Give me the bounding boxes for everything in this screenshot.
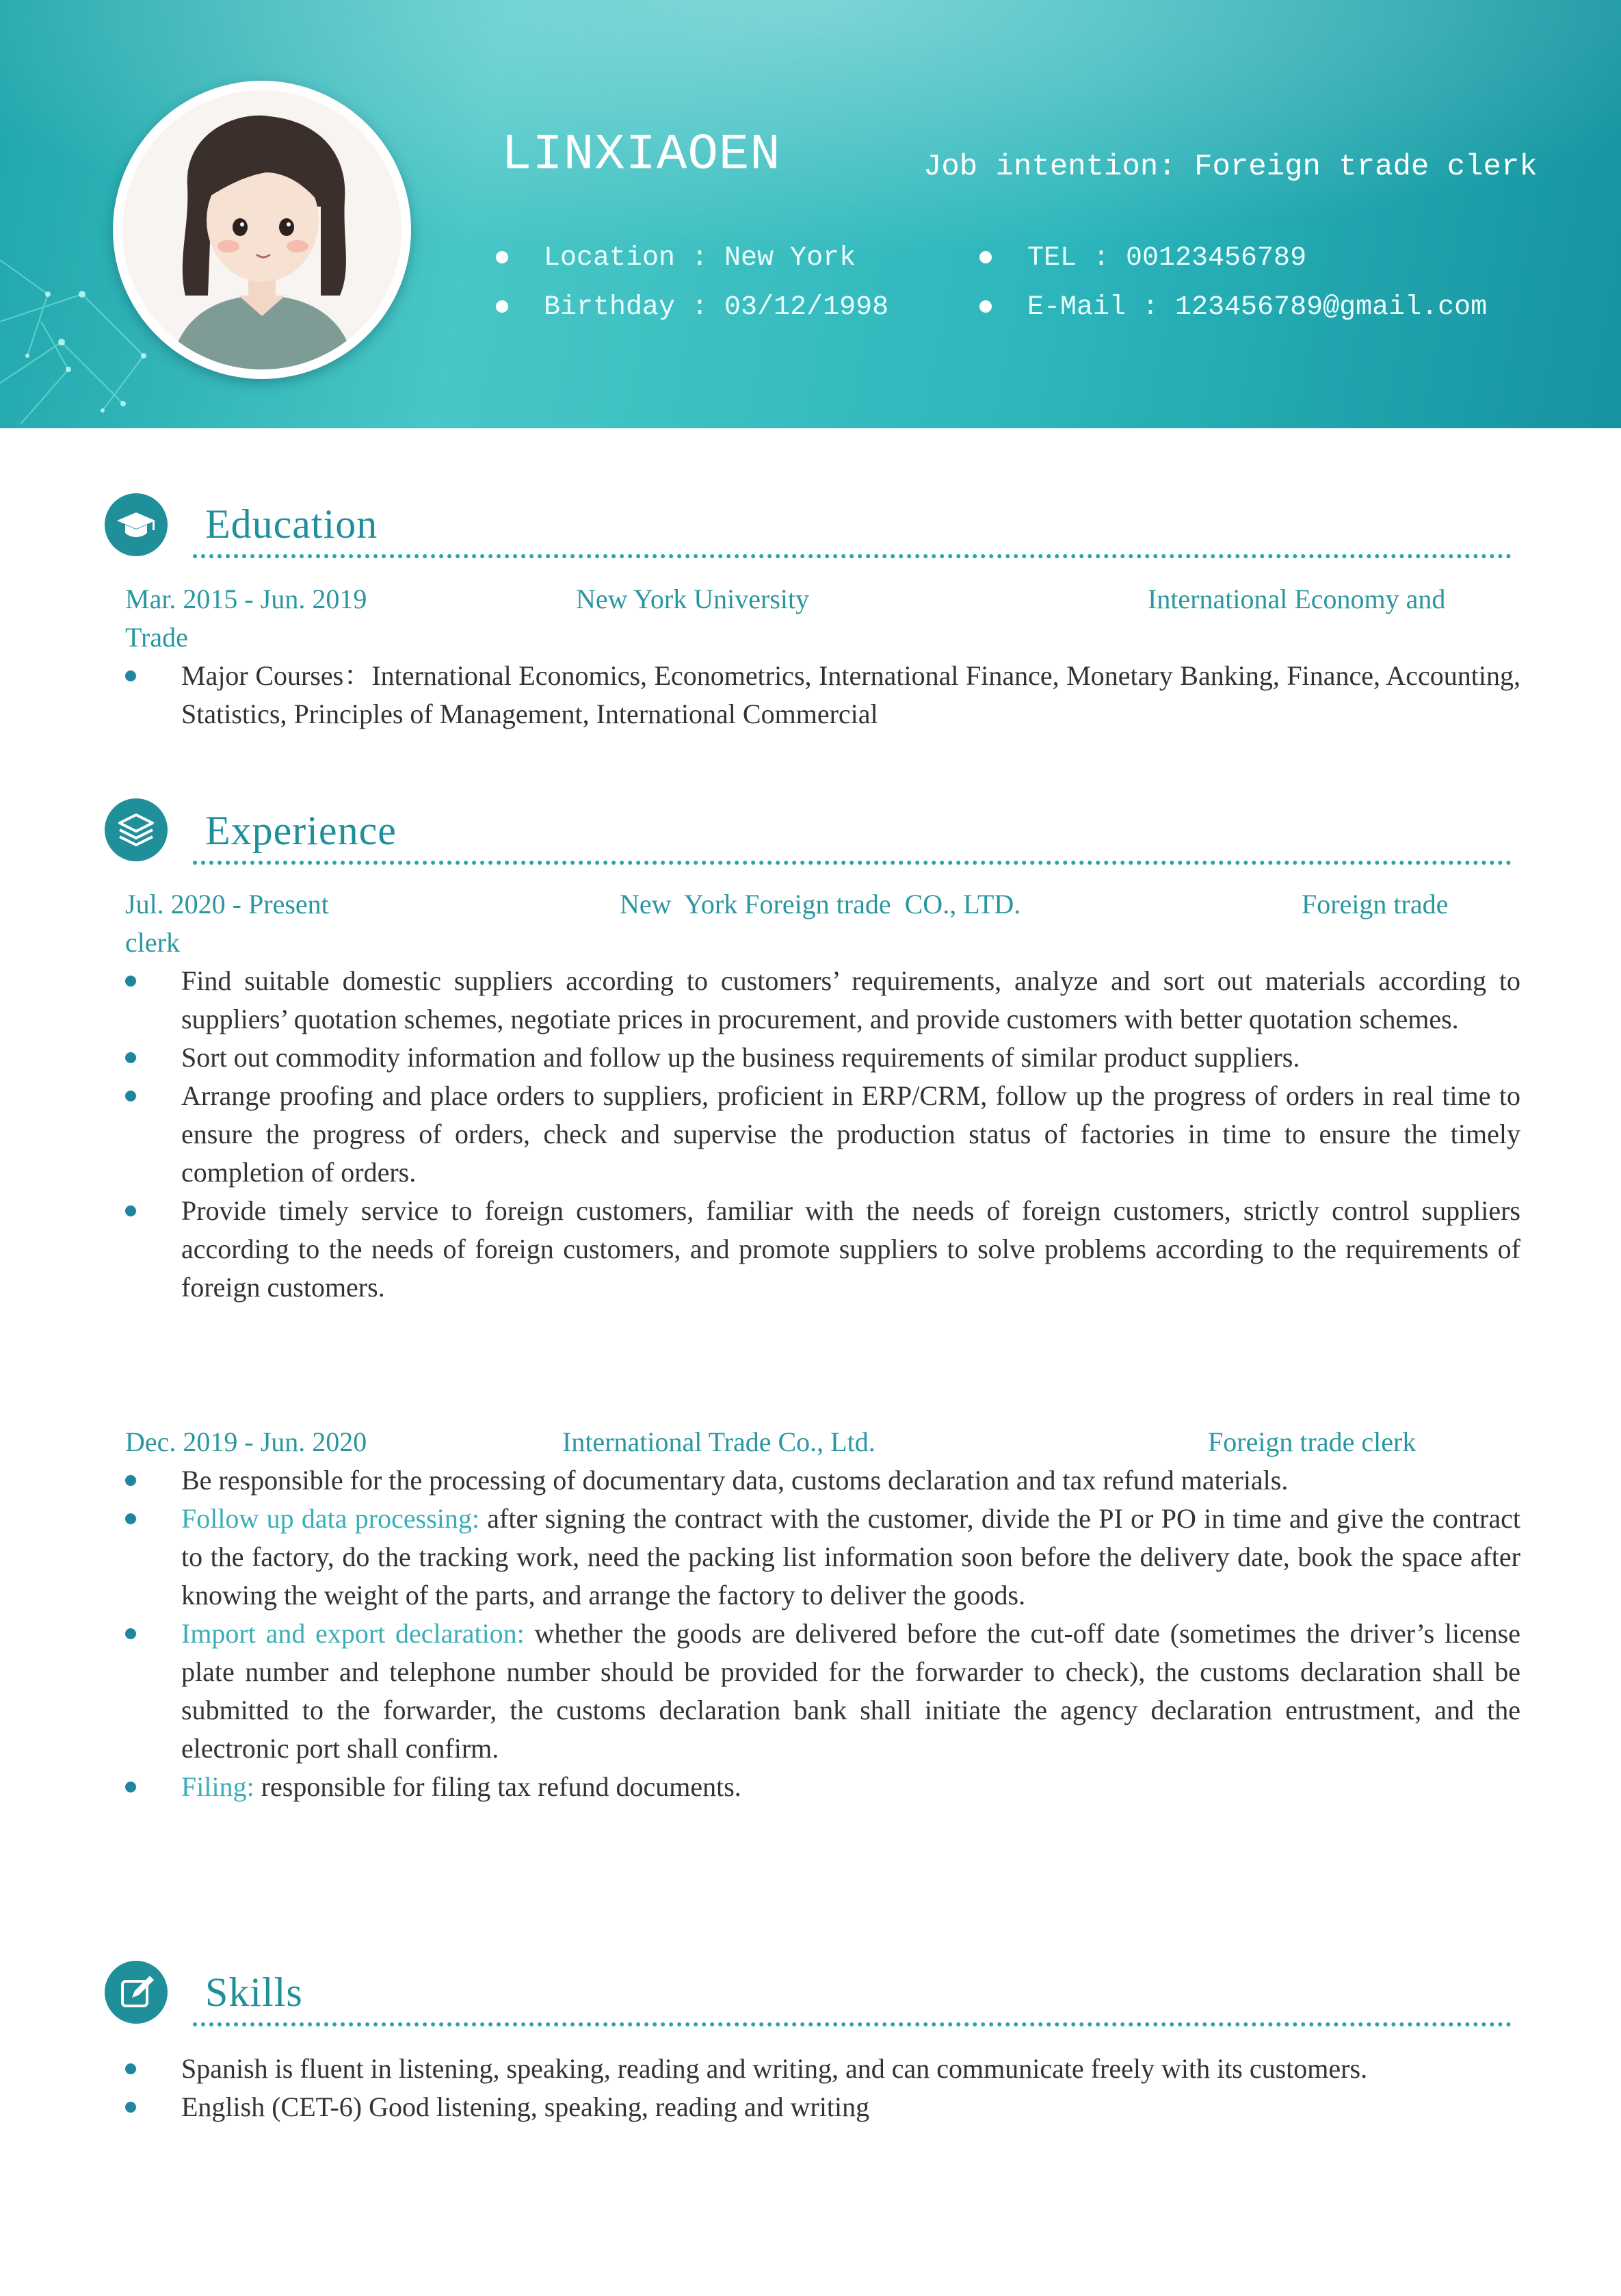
job1-role-cont: clerk (125, 927, 180, 958)
contact-location (496, 245, 856, 272)
section-divider (193, 861, 1512, 865)
list-item (125, 1615, 1520, 1768)
skills-title: Skills (205, 1970, 303, 2015)
bullet-dot (979, 251, 992, 263)
section-divider (193, 2022, 1512, 2026)
job1-bullets (125, 962, 1520, 1307)
candidate-name: LINXIAOEN (501, 127, 781, 184)
bullet-dot (496, 300, 508, 313)
education-major-cont: Trade (125, 622, 188, 653)
list-item: Be responsible for the processing of documentary data, customs declaration and tax refund materials. (125, 1461, 1520, 1500)
job2-bullets (125, 1461, 1520, 1806)
header-banner (0, 0, 1621, 428)
bullet-dot (979, 300, 992, 313)
job1-role: Foreign trade (1302, 889, 1449, 919)
layers-icon (105, 798, 168, 861)
bullet-text: whether the goods are delivered before the cut-off date (sometimes the driver’s license plate number and telephone number should be provided for the forwarder to check), the customs declaration shall be submitted to the forwarder, the customs declaration bank shall initiate the agency declaration entrustment, and the electronic port shall confirm. (181, 1618, 1520, 1764)
tel-text: TEL : 00123456789 (1027, 243, 1307, 274)
list-item: Major Courses：International Economics, Econometrics, International Finance, Monetary Banking, Finance, Accounting, Statistics, Principles of Management, International Commercial (125, 657, 1520, 733)
bullet-dot (496, 251, 508, 263)
list-item: Spanish is fluent in listening, speaking, reading and writing, and can communicate freely with its customers. (125, 2050, 1520, 2088)
job2-date: Dec. 2019 - Jun. 2020 (125, 1426, 367, 1457)
contact-email (979, 294, 1487, 322)
contact-tel (979, 245, 1306, 272)
list-item: Arrange proofing and place orders to suppliers, proficient in ERP/CRM, follow up the progress of orders in real time to ensure the progress of orders, check and supervise the production status of factories in time to ensure the timely completion of orders. (125, 1077, 1520, 1192)
job1-company: New York Foreign trade CO., LTD. (620, 889, 1021, 919)
education-bullets (125, 657, 1520, 733)
section-divider (193, 554, 1512, 558)
highlight-label: Filing: (181, 1771, 254, 1802)
job-intention: Job intention: Foreign trade clerk (923, 150, 1538, 184)
list-item (125, 1768, 1520, 1806)
edit-icon (105, 1961, 168, 2024)
contact-birthday (496, 294, 888, 322)
highlight-label: Import and export declaration: (181, 1618, 525, 1649)
highlight-label: Follow up data processing: (181, 1503, 479, 1534)
bullet-text: after signing the contract with the customer, divide the PI or PO in time and give the contract to the factory, do the tracking work, need the packing list information soon before the delivery date, book the space after knowing the weight of the parts, and arrange the factory to deliver the goods. (181, 1503, 1521, 1610)
list-item (125, 1500, 1520, 1615)
bullet-text: responsible for filing tax refund documents. (254, 1771, 741, 1802)
list-item: Provide timely service to foreign customers, familiar with the needs of foreign customers, strictly control suppliers according to the needs of foreign customers, and promote suppliers to solve problems according to the requirements of foreign customers. (125, 1192, 1520, 1307)
job2-company: International Trade Co., Ltd. (562, 1426, 875, 1457)
graduation-cap-icon (105, 493, 168, 556)
birthday-text: Birthday : 03/12/1998 (544, 292, 889, 323)
avatar-illustration (122, 90, 401, 369)
job2-role: Foreign trade clerk (1208, 1426, 1416, 1457)
email-text: E-Mail : 123456789@gmail.com (1027, 292, 1488, 323)
job1-date: Jul. 2020 - Present (125, 889, 329, 919)
location-text: Location : New York (544, 243, 856, 274)
avatar (113, 81, 411, 379)
education-school: New York University (576, 584, 810, 614)
education-date: Mar. 2015 - Jun. 2019 (125, 584, 367, 614)
experience-title: Experience (205, 808, 397, 853)
skills-bullets (125, 2050, 1520, 2126)
list-item: Find suitable domestic suppliers according to customers’ requirements, analyze and sort out materials according to suppliers’ quotation schemes, negotiate prices in procurement, and provide customers with better quotation schemes. (125, 962, 1520, 1039)
education-major: International Economy and (1148, 584, 1446, 614)
list-item: English (CET-6) Good listening, speaking, reading and writing (125, 2088, 1520, 2126)
list-item: Sort out commodity information and follow up the business requirements of similar product suppliers. (125, 1039, 1520, 1077)
education-title: Education (205, 501, 378, 547)
